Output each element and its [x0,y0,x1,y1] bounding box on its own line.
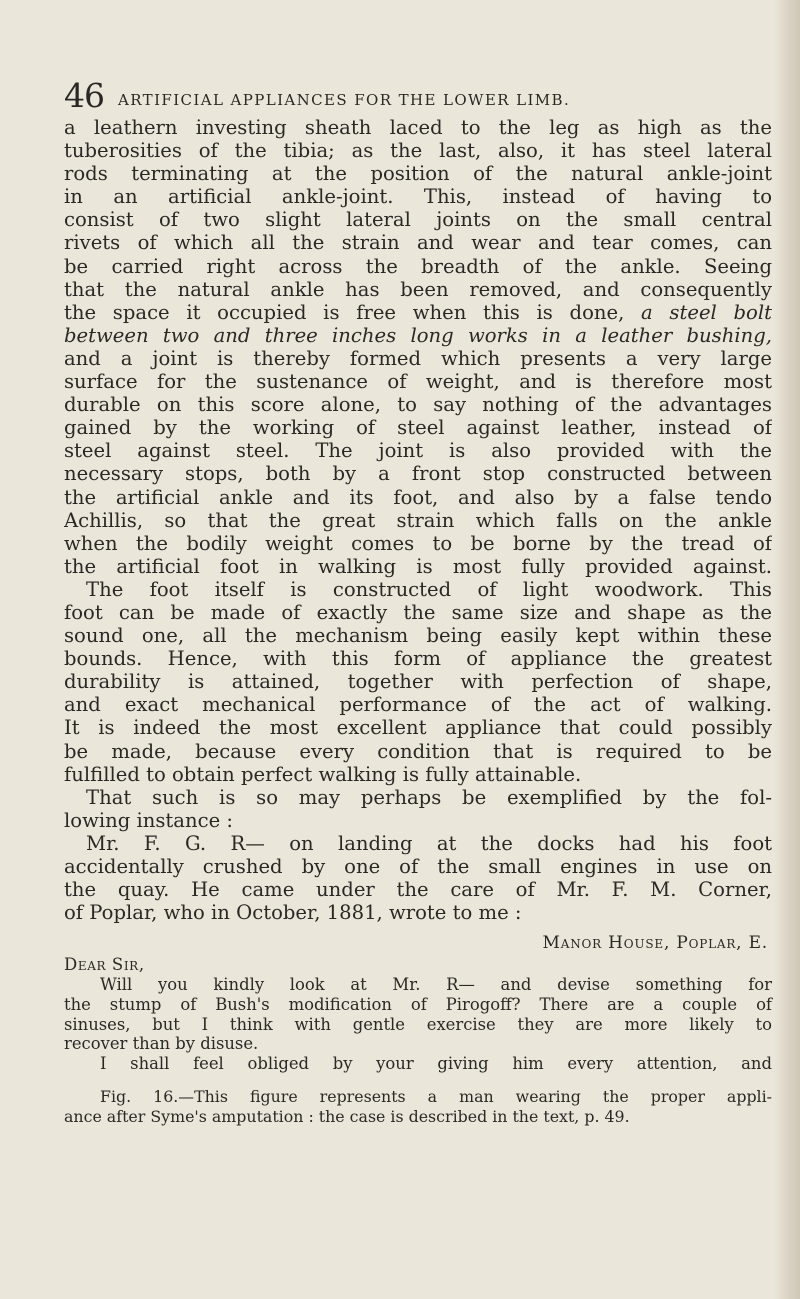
text-line: fulfilled to obtain perfect walking is fully attainable. [64,762,582,786]
figure-caption-cont: ance after Syme's amputation : the case is described in the text, p. 49. [64,1106,630,1126]
text-line: consist of two slight lateral joints on the small central [64,208,772,232]
text-line: the quay. He came under the care of Mr. F. M. Corner, [64,878,772,902]
text-run: the space it occupied is free when this is done, [64,300,625,324]
letter-line: the stump of Bush's modification of Pirogoff? There are a couple of [64,994,772,1014]
text-line: Achillis, so that the great strain which falls on the ankle [64,508,772,532]
text-line: steel against steel. The joint is also provided with the [64,439,772,463]
text-line: rivets of which all the strain and wear and tear comes, can [64,231,772,255]
text-line-mixed [64,301,772,324]
text-line: that the natural ankle has been removed, and consequently [64,277,772,301]
figure-caption: Fig. 16.—This figure represents a man wearing the proper appli- [100,1087,772,1107]
text-line: and a joint is thereby formed which presents a very large [64,346,772,370]
text-line: accidentally crushed by one of the small engines in use on [64,855,772,878]
text-line: bounds. Hence, with this form of appliance the greatest [64,647,772,671]
text-line: gained by the working of steel against leather, instead of [64,416,772,440]
text-line: in an artificial ankle-joint. This, instead of having to [64,185,772,209]
text-line: durability is attained, together with perfection of shape, [64,670,772,694]
text-line: of Poplar, who in October, 1881, wrote to me : [64,901,522,925]
letter-line: Will you kindly look at Mr. R— and devise something for [100,975,772,995]
text-line: the artificial ankle and its foot, and also by a false tendo [64,485,772,509]
text-line: when the bodily weight comes to be borne by the tread of [64,531,772,555]
text-line: and exact mechanical performance of the act of walking. [64,693,772,717]
text-line: the artificial foot in walking is most fully provided against. [64,554,772,578]
text-line: The foot itself is constructed of light woodwork. This [86,577,772,601]
letter-line: I shall feel obliged by your giving him every attention, and [100,1053,772,1073]
text-line: a leathern investing sheath laced to the leg as high as the [64,116,772,139]
text-line: durable on this score alone, to say nothing of the advantages [64,393,772,417]
page-number: 46 [64,76,104,115]
letter-line: recover than by disuse. [64,1034,259,1054]
italic-run: between two and three inches long works in a leather bushing, [64,323,772,347]
page-header [64,76,764,116]
text-line: be carried right across the breadth of the ankle. Seeing [64,254,772,278]
letter-line: sinuses, but I think with gentle exercise they are more likely to [64,1014,772,1034]
text-line: rods terminating at the position of the natural ankle-joint [64,162,772,186]
text-line: necessary stops, both by a front stop constructed between [64,462,772,486]
letter-address: Manor House, Poplar, E. [542,933,768,954]
text-line: Mr. F. G. R— on landing at the docks had his foot [86,831,772,855]
letter-salutation: Dear Sir, [64,955,145,975]
text-line: be made, because every condition that is required to be [64,739,772,763]
text-line: foot can be made of exactly the same size and shape as the [64,600,772,624]
text-line: That such is so may perhaps be exemplified by the fol- [86,785,772,809]
text-line-italic [64,324,772,347]
italic-run: a steel bolt [641,300,772,324]
text-line: surface for the sustenance of weight, and is therefore most [64,370,772,394]
body-text [64,116,772,1126]
page-edge-shadow [774,0,800,1299]
running-title: ARTIFICIAL APPLIANCES FOR THE LOWER LIMB. [118,91,571,109]
text-line: sound one, all the mechanism being easily kept within these [64,624,772,648]
text-line: tuberosities of the tibia; as the last, also, it has steel lateral [64,139,772,163]
text-line: It is indeed the most excellent appliance that could possibly [64,716,772,740]
text-line: lowing instance : [64,808,234,832]
